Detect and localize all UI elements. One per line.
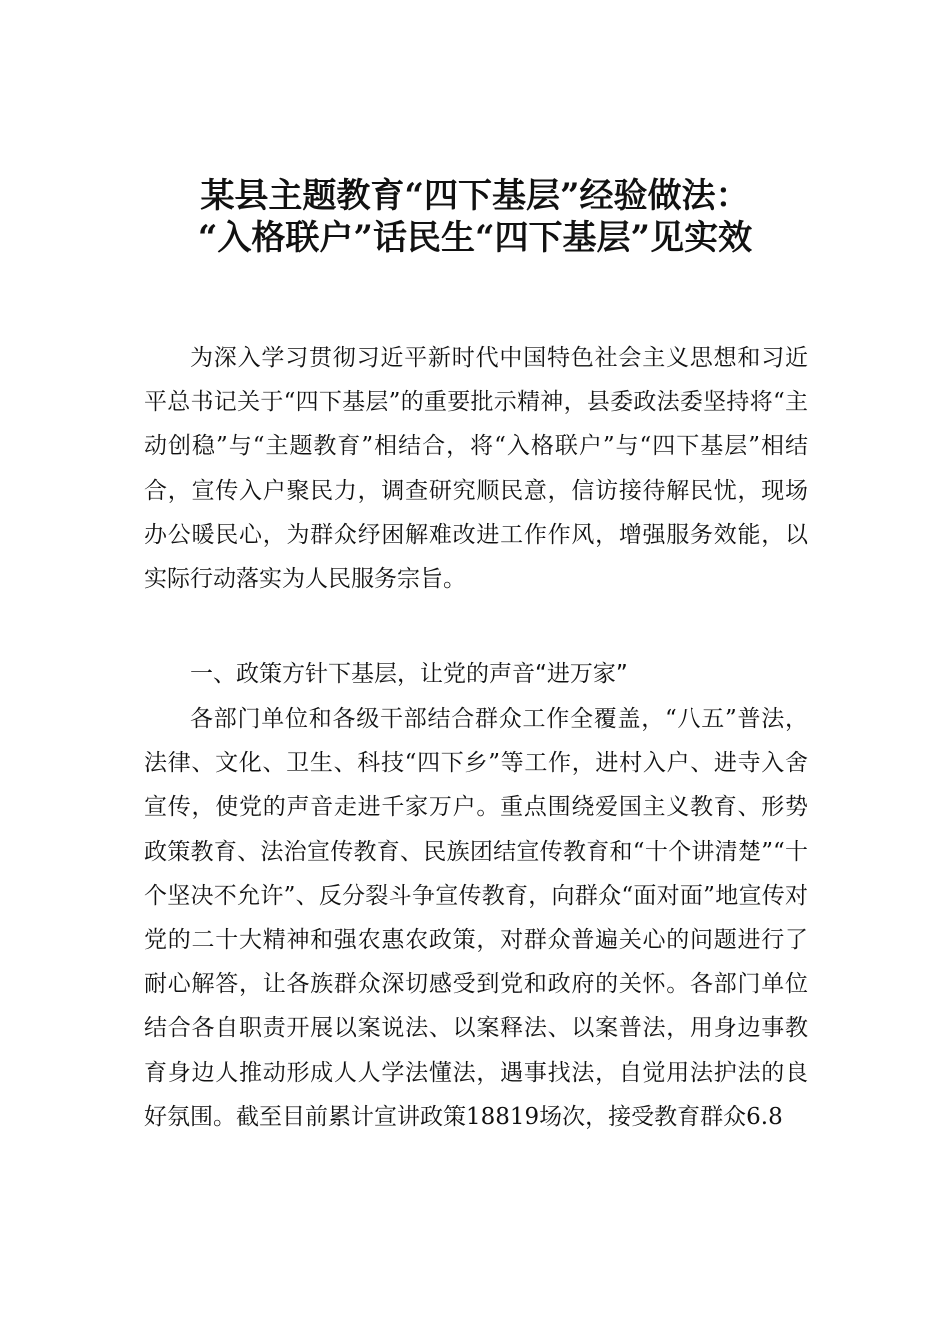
section-1-paragraph: 各部门单位和各级干部结合群众工作全覆盖，“八五”普法，法律、文化、卫生、科技“四下乡”等工作，进村入户、进寺入舍宣传，使党的声音走进千家万户。重点围绕爱国主义教育、形势政策教育、法治宣传教育、民族团结宣传教育和“十个讲清楚”“十个坚决不允许”、反分裂斗争宣传教育，向群众“面对面”地宣传对党的二十大精神和强农惠农政策，对群众普遍关心的问题进行了耐心解答，让各族群众深切感受到党和政府的关怀。各部门单位结合各自职责开展以案说法、以案释法、以案普法，用身边事教育身边人推动形成人人学法懂法，遇事找法，自觉用法护法的良好氛围。截至目前累计宣讲政策18819场次，接受教育群众6.8: [144, 706, 808, 1130]
section-heading-1: 一、政策方针下基层，让党的声音“进万家”: [190, 661, 628, 687]
intro-paragraph: 为深入学习贯彻习近平新时代中国特色社会主义思想和习近平总书记关于“四下基层”的重要批示精神，县委政法委坚持将“主动创稳”与“主题教育”相结合，将“入格联户”与“四下基层”相结合，宣传入户聚民力，调查研究顺民意，信访接待解民忧，现场办公暖民心，为群众纾困解难改进工作作风，增强服务效能，以实际行动落实为人民服务宗旨。: [144, 345, 808, 593]
document-title-line-2: “入格联户”话民生“四下基层”见实效: [197, 218, 753, 258]
document-title-line-1: 某县主题教育“四下基层”经验做法：: [200, 176, 750, 216]
